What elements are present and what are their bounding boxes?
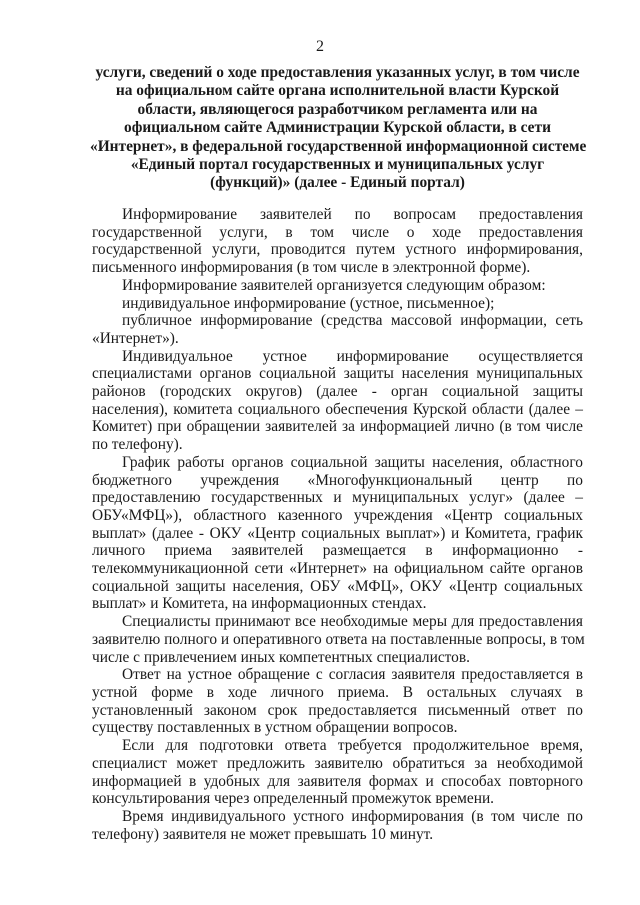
paragraph (92, 613, 583, 666)
paragraph (92, 206, 583, 277)
paragraph-line: районов (городских округов) (далее - орган социальной защиты (92, 383, 583, 401)
paragraph-line: государственной услуги, в том числе о ходе предоставления (92, 223, 583, 241)
paragraph-line: личного приема заявителей размещается в информационно - (92, 542, 583, 560)
heading-line: услуги, сведений о ходе предоставления указанных услуг, в том числе (95, 64, 580, 81)
paragraph-line: специалистами органов социальной защиты населения муниципальных (92, 365, 583, 383)
heading-line: «Единый портал государственных и муниципальных услуг (130, 156, 545, 174)
paragraph-line: выплат» (далее - ОКУ «Центр социальных выплат») и Комитета, график (92, 524, 583, 542)
paragraph-line: числе с привлечением иных компетентных специалистов. (92, 648, 470, 666)
paragraph (92, 312, 583, 347)
paragraph-line: Ответ на устное обращение с согласия заявителя предоставляется в (122, 666, 583, 684)
heading-line: области, являющегося разработчиком регламента или на (137, 100, 538, 118)
paragraph (92, 295, 583, 313)
paragraph-line: предоставлению государственных и муниципальных услуг» (далее – (92, 489, 583, 507)
heading-line: официальном сайте Администрации Курской области, в сети (124, 119, 551, 137)
paragraph-line: индивидуальное информирование (устное, письменное); (122, 294, 495, 312)
paragraph-line: социальной защиты населения, ОБУ «МФЦ», ОКУ «Центр социальных (92, 577, 583, 595)
paragraph-line: бюджетного учреждения «Многофункциональный центр по (92, 471, 583, 489)
paragraph-line: устной форме в ходе личного приема. В остальных случаях в (92, 683, 583, 701)
paragraph-line: информацией в удобных для заявителя формах и способах повторного (92, 772, 583, 790)
page-number: 2 (316, 38, 324, 55)
paragraph (92, 277, 583, 295)
paragraph-line: государственной услуги, проводится путем устного информирования, (92, 241, 583, 259)
section-heading (90, 64, 585, 193)
paragraph-line: письменного информирования (в том числе в электронной форме). (92, 259, 531, 277)
paragraph-line: телефону) заявителя не может превышать 10 минут. (92, 825, 434, 843)
paragraph-line: по телефону). (92, 436, 183, 454)
heading-line: на официальном сайте органа исполнительной власти Курской (115, 82, 560, 100)
paragraph-line: График работы органов социальной защиты населения, областного (122, 453, 583, 471)
paragraph-line: Информирование заявителей по вопросам предоставления (122, 206, 583, 223)
paragraph-line: телекоммуникационной сети «Интернет» на официальном сайте органов (92, 560, 583, 578)
paragraph-line: Если для подготовки ответа требуется продолжительное время, (122, 737, 583, 755)
body-text (92, 206, 583, 843)
paragraph-line: консультирования через определенный промежуток времени. (92, 790, 495, 808)
paragraph (92, 737, 583, 808)
heading-line: «Интернет», в федеральной государственной информационной системе (90, 137, 587, 155)
paragraph-line: Комитет) при обращении заявителей за информацией лично (в том числе (92, 418, 583, 436)
paragraph-line: Специалисты принимают все необходимые меры для предоставления (122, 613, 583, 631)
paragraph-line: Время индивидуального устного информирования (в том числе по (122, 807, 583, 825)
paragraph-line: «Интернет»). (92, 329, 179, 347)
paragraph-line: установленный законом срок предоставляется письменный ответ по (92, 701, 583, 719)
heading-line: (функций)» (далее - Единый портал) (210, 174, 465, 192)
paragraph-line: Информирование заявителей организуется следующим образом: (122, 276, 546, 294)
paragraph (92, 808, 583, 843)
paragraph-line: заявителю полного и оперативного ответа на поставленные вопросы, в том (92, 630, 585, 648)
paragraph-line: выплат» и Комитета, на информационных стендах. (92, 595, 427, 613)
paragraph (92, 666, 583, 737)
paragraph (92, 454, 583, 613)
paragraph-line: ОБУ«МФЦ»), областного казенного учреждения «Центр социальных (92, 506, 583, 524)
paragraph-line: Индивидуальное устное информирование осуществляется (122, 347, 583, 365)
paragraph-line: существу поставленных в устном обращении вопросов. (92, 719, 458, 737)
paragraph-line: населения), комитета социального обеспечения Курской области (далее – (92, 400, 583, 418)
paragraph-line: специалист может предложить заявителю обратиться за необходимой (92, 754, 583, 772)
paragraph-line: публичное информирование (средства массовой информации, сеть (122, 312, 583, 330)
paragraph (92, 348, 583, 454)
